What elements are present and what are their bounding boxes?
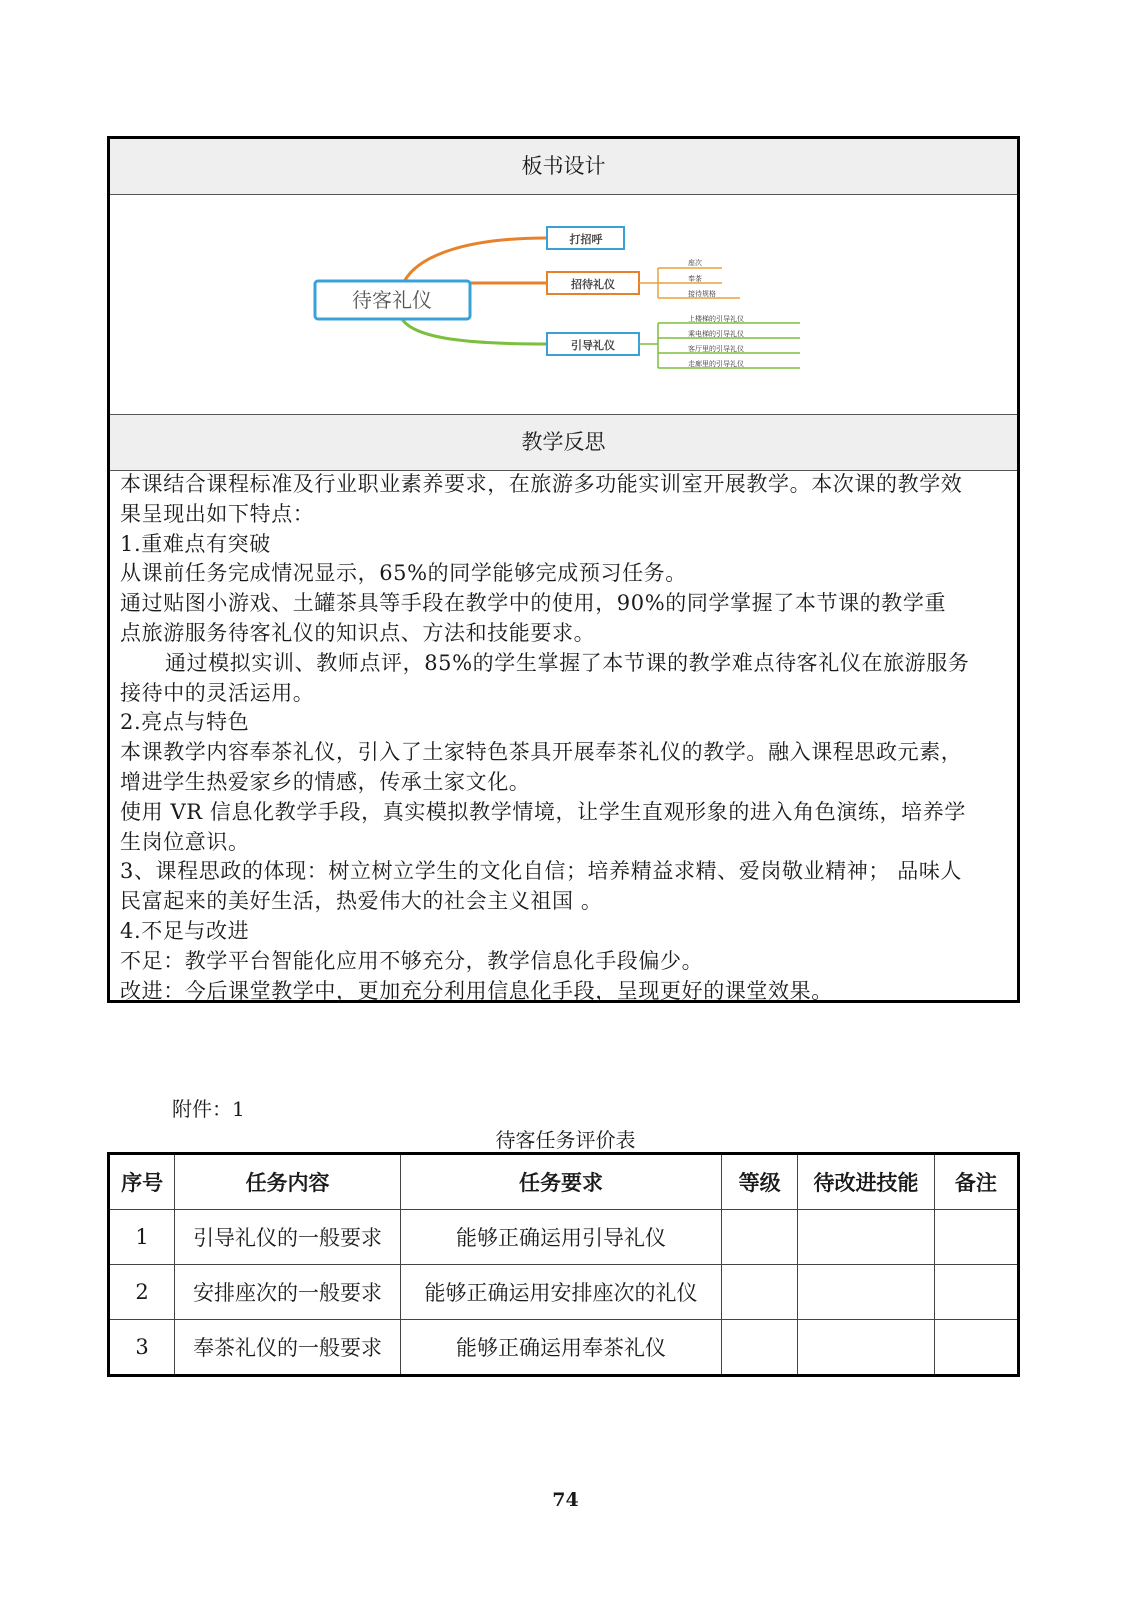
table-cell: 安排座次的一般要求 <box>175 1265 401 1320</box>
mindmap-leaf-label: 客厅里的引导礼仪 <box>688 345 744 353</box>
reflection-body <box>120 470 1005 1006</box>
mindmap-leaf-label: 奉茶 <box>688 275 702 283</box>
column-header: 序号 <box>109 1154 175 1210</box>
reflection-line: 不足：教学平台智能化应用不够充分，教学信息化手段偏少。 <box>120 948 704 973</box>
reflection-line: 民富起来的美好生活，热爱伟大的社会主义祖国 。 <box>120 889 603 914</box>
table-cell <box>721 1210 797 1265</box>
reflection-line: 从课前任务完成情况显示，65%的同学能够完成预习任务。 <box>120 561 687 586</box>
mindmap-branch-label: 招待礼仪 <box>571 278 615 291</box>
reflection-line: 使用 VR 信息化教学手段，真实模拟教学情境，让学生直观形象的进入角色演练，培养学 <box>120 799 966 824</box>
table-header-row <box>109 1154 1019 1210</box>
reflection-line: 3、课程思政的体现：树立树立学生的文化自信；培养精益求精、爱岗敬业精神； 品味人 <box>120 859 963 884</box>
table-cell: 3 <box>109 1320 175 1376</box>
table-cell <box>721 1320 797 1376</box>
reflection-heading: 教学反思 <box>110 414 1017 471</box>
table-cell <box>934 1265 1018 1320</box>
reflection-line: 接待中的灵活运用。 <box>120 680 315 705</box>
evaluation-table <box>107 1152 1020 1377</box>
table-row <box>109 1320 1019 1376</box>
table-cell: 奉茶礼仪的一般要求 <box>175 1320 401 1376</box>
table-row <box>109 1265 1019 1320</box>
mindmap-leaf-label: 座次 <box>688 259 702 267</box>
column-header: 待改进技能 <box>798 1154 934 1210</box>
mind-map <box>110 194 1017 413</box>
reflection-line: 生岗位意识。 <box>120 829 250 854</box>
reflection-line: 2.亮点与特色 <box>120 710 250 735</box>
table-cell: 2 <box>109 1265 175 1320</box>
column-header: 备注 <box>934 1154 1018 1210</box>
mindmap-root-label: 待客礼仪 <box>352 288 432 312</box>
eval-table-title: 待客任务评价表 <box>495 1128 636 1152</box>
reflection-line: 增进学生热爱家乡的情感，传承土家文化。 <box>120 769 531 794</box>
table-cell <box>798 1320 934 1376</box>
column-header: 任务内容 <box>175 1154 401 1210</box>
mindmap-branch-label: 打招呼 <box>569 233 603 246</box>
mindmap-leaf-label: 乘电梯的引导礼仪 <box>688 330 744 338</box>
reflection-line: 通过贴图小游戏、土罐茶具等手段在教学中的使用，90%的同学掌握了本节课的教学重 <box>120 591 947 616</box>
mindmap-branch-label: 引导礼仪 <box>571 339 615 352</box>
reflection-line: 果呈现出如下特点： <box>120 501 315 526</box>
reflection-line: 本课结合课程标准及行业职业素养要求，在旅游多功能实训室开展教学。本次课的教学效 <box>120 472 963 496</box>
table-cell: 能够正确运用引导礼仪 <box>400 1210 721 1265</box>
table-cell <box>721 1265 797 1320</box>
table-cell <box>934 1320 1018 1376</box>
column-header: 等级 <box>721 1154 797 1210</box>
table-cell: 能够正确运用安排座次的礼仪 <box>400 1265 721 1320</box>
reflection-line: 改进：今后课堂教学中，更加充分利用信息化手段，呈现更好的课堂效果。 <box>120 978 833 1003</box>
table-cell: 能够正确运用奉茶礼仪 <box>400 1320 721 1376</box>
reflection-line: 通过模拟实训、教师点评，85%的学生掌握了本节课的教学难点待客礼仪在旅游服务 <box>165 650 970 675</box>
page-number: 74 <box>552 1489 579 1511</box>
reflection-line: 1.重难点有突破 <box>120 531 271 556</box>
mindmap-leaf-label: 接待规格 <box>688 290 716 298</box>
reflection-line: 本课教学内容奉茶礼仪，引入了土家特色茶具开展奉茶礼仪的教学。融入课程思政元素， <box>120 740 963 765</box>
reflection-line: 点旅游服务待客礼仪的知识点、方法和技能要求。 <box>120 620 596 645</box>
board-design-heading: 板书设计 <box>110 139 1017 195</box>
table-cell <box>934 1210 1018 1265</box>
mindmap-leaf-label: 走廊里的引导礼仪 <box>688 360 744 368</box>
column-header: 任务要求 <box>400 1154 721 1210</box>
table-cell <box>798 1210 934 1265</box>
attachment-label: 附件：1 <box>172 1097 245 1121</box>
connector-branch-1 <box>402 238 547 286</box>
table-row <box>109 1210 1019 1265</box>
table-cell <box>798 1265 934 1320</box>
mindmap-leaf-label: 上楼梯的引导礼仪 <box>688 315 744 323</box>
reflection-line: 4.不足与改进 <box>120 918 250 943</box>
table-cell: 引导礼仪的一般要求 <box>175 1210 401 1265</box>
connector-branch-3 <box>402 319 547 344</box>
teaching-record-table <box>107 136 1020 1003</box>
table-cell: 1 <box>109 1210 175 1265</box>
